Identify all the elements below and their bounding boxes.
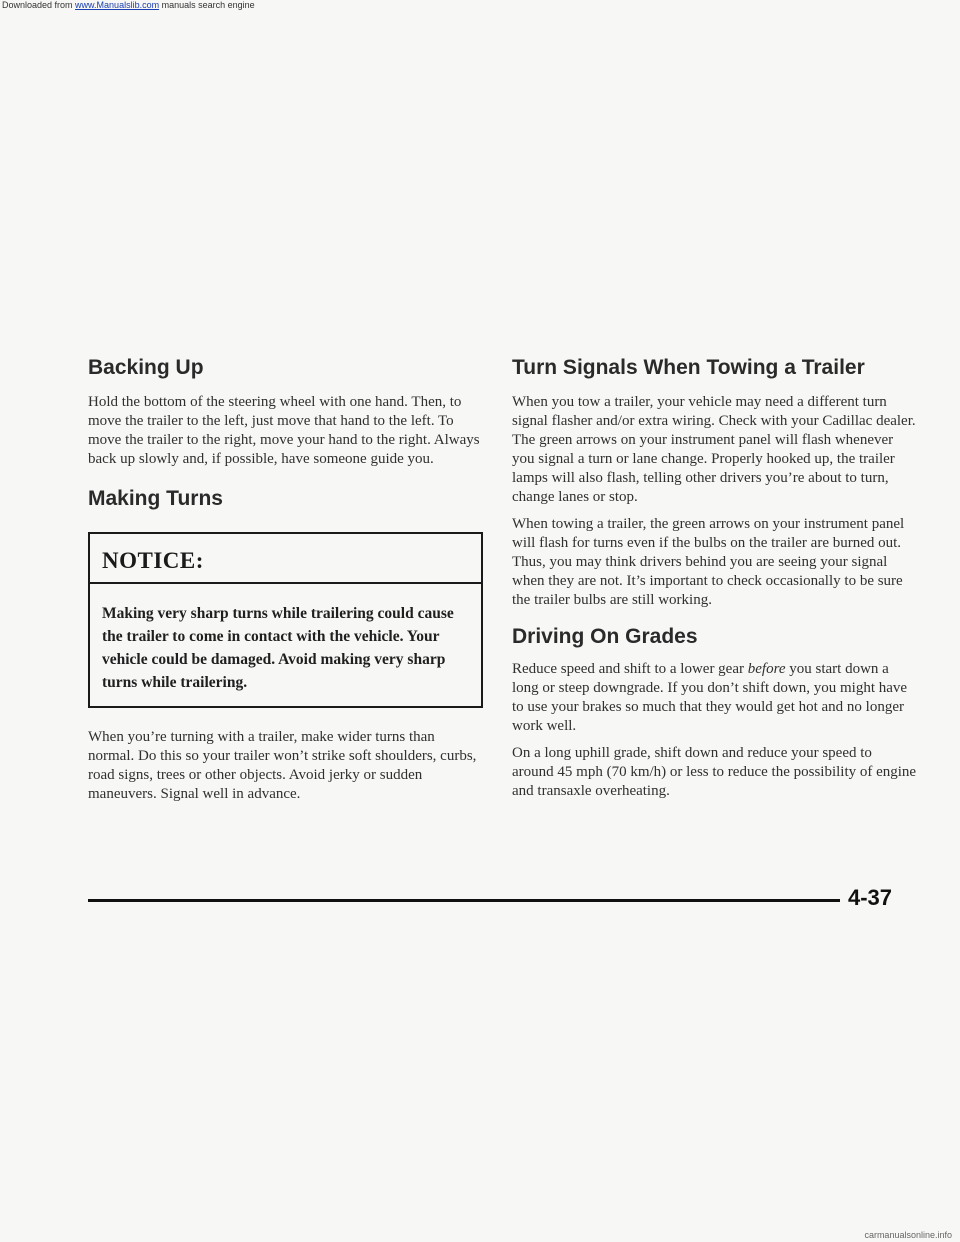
grades-text-2: On a long uphill grade, shift down and reduce your speed to around 45 mph (70 km/h) or less to reduce the possibility of engine and transaxle overheating.	[512, 745, 917, 799]
grades-text-1-part-a: Reduce speed and shift to a lower gear	[512, 661, 748, 677]
footer-rule	[88, 899, 840, 902]
turn-signals-text-1: When you tow a trailer, your vehicle may need a different turn signal flasher and/or extra wiring. Check with your Cadillac dealer. The green arrows on your instrument panel will flash whenever you signal a turn or lane change. Properly hooked up, the trailer lamps will also flash, telling other drivers you’re about to turn, change lanes or stop.	[512, 394, 916, 505]
turn-signals-heading: Turn Signals When Towing a Trailer	[512, 356, 865, 379]
right-column	[512, 355, 917, 801]
grades-text-1-emphasis: before	[747, 661, 786, 677]
backing-up-heading: Backing Up	[88, 356, 204, 379]
making-turns-text: When you’re turning with a trailer, make wider turns than normal. Do this so your trailer won’t strike soft shoulders, curbs, road signs, trees or other objects. Avoid jerky or sudden maneuvers. Signal well in advance.	[88, 729, 477, 802]
notice-text: Making very sharp turns while trailering could cause the trailer to come in contact with the vehicle. Your vehicle could be damaged. Avoid making very sharp turns while trailering.	[102, 605, 454, 691]
download-header	[0, 0, 960, 10]
download-suffix: manuals search engine	[159, 0, 255, 10]
page-number: 4-37	[848, 885, 893, 910]
manualslib-link[interactable]: www.Manualslib.com	[75, 0, 160, 10]
making-turns-heading: Making Turns	[88, 487, 223, 510]
grades-text-1-part-b: you start down a long or steep downgrade. If you don’t shift down, you might have to use your brakes so much that they would get hot and no longer work well.	[512, 661, 908, 734]
watermark: carmanualsonline.info	[864, 1230, 952, 1240]
driving-on-grades-heading: Driving On Grades	[512, 625, 698, 648]
grades-text-1	[512, 660, 917, 736]
notice-title: NOTICE:	[90, 534, 481, 584]
left-column	[88, 355, 483, 804]
notice-box	[88, 532, 483, 708]
backing-up-text: Hold the bottom of the steering wheel with one hand. Then, to move the trailer to the left, just move that hand to the left. To move the trailer to the right, move your hand to the right. Always back up slowly and, if possible, have someone guide you.	[88, 394, 480, 467]
download-prefix: Downloaded from	[2, 0, 76, 10]
turn-signals-text-2: When towing a trailer, the green arrows on your instrument panel will flash for turns even if the bulbs on the trailer are burned out. Thus, you may think drivers behind you are seeing your signal when they are not. It’s important to check occasionally to be sure the trailer bulbs are still working.	[512, 516, 905, 608]
